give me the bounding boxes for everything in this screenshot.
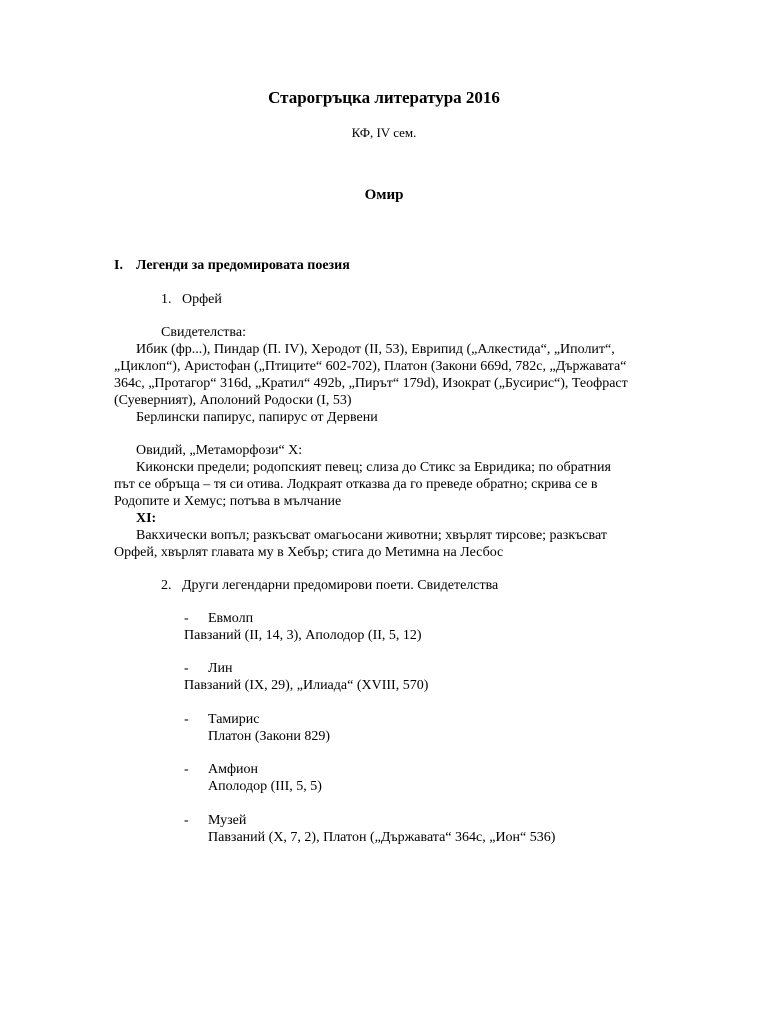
evidence-line: 364c, „Протагор“ 316d, „Кратил“ 492b, „Пирът“ 179d), Изократ („Бусирис“), Теофраст bbox=[114, 376, 628, 391]
poet-reference: Павзаний (X, 7, 2), Платон („Държавата“ 364c, „Ион“ 536) bbox=[208, 830, 556, 845]
evidence-line: Ибик (фр...), Пиндар (П. IV), Херодот (II, 53), Еврипид („Алкестида“, „Иполит“, bbox=[136, 342, 615, 357]
page-subtitle: КФ, IV сем. bbox=[351, 125, 417, 140]
poet-reference: Платон (Закони 829) bbox=[208, 729, 331, 744]
list-dash: - bbox=[184, 661, 189, 676]
poet-name: Музей bbox=[208, 813, 247, 828]
section-title: Омир bbox=[364, 187, 404, 203]
evidence-label: Свидетелства: bbox=[161, 325, 246, 340]
item-number: 2. bbox=[161, 578, 172, 593]
poet-name: Амфион bbox=[208, 762, 259, 777]
evidence-line: „Циклоп“), Аристофан („Птиците“ 602-702), Платон (Закони 669d, 782c, „Държавата“ bbox=[114, 359, 627, 374]
item-label: Други легендарни предомирови поети. Свидетелства bbox=[182, 578, 499, 593]
item-label: Орфей bbox=[182, 292, 222, 307]
poet-name: Евмолп bbox=[208, 611, 254, 626]
ovid-label: Овидий, „Метаморфози“ X: bbox=[136, 443, 303, 458]
xi-line: Орфей, хвърлят главата му в Хебър; стига до Метимна на Лесбос bbox=[114, 545, 504, 560]
item-number: 1. bbox=[161, 292, 172, 307]
list-dash: - bbox=[184, 712, 189, 727]
list-dash: - bbox=[184, 813, 189, 828]
part-number: I. bbox=[114, 258, 123, 273]
poet-name: Лин bbox=[208, 661, 233, 676]
poet-name: Тамирис bbox=[208, 712, 260, 727]
poet-reference: Павзаний (II, 14, 3), Аполодор (II, 5, 12) bbox=[184, 628, 422, 643]
xi-line: Вакхически вопъл; разкъсват омагьосани животни; хвърлят тирсове; разкъсват bbox=[136, 528, 607, 543]
poet-reference: Аполодор (III, 5, 5) bbox=[208, 779, 322, 794]
ovid-line: път се обръща – тя си отива. Лодкраят отказва да го преведе обратно; скрива се в bbox=[114, 477, 598, 492]
evidence-line: Берлински папирус, папирус от Дервени bbox=[136, 410, 378, 425]
ovid-line: Киконски предели; родопският певец; слиза до Стикс за Евридика; по обратния bbox=[136, 460, 611, 475]
xi-label: XI: bbox=[136, 511, 157, 526]
poet-reference: Павзаний (IX, 29), „Илиада“ (XVIII, 570) bbox=[184, 678, 429, 693]
part-heading: Легенди за предомировата поезия bbox=[136, 258, 350, 273]
list-dash: - bbox=[184, 611, 189, 626]
evidence-line: (Суеверният), Аполоний Родоски (I, 53) bbox=[114, 393, 352, 408]
list-dash: - bbox=[184, 762, 189, 777]
page-title: Старогръцка литература 2016 bbox=[268, 88, 500, 107]
ovid-line: Родопите и Хемус; потъва в мълчание bbox=[114, 494, 342, 509]
